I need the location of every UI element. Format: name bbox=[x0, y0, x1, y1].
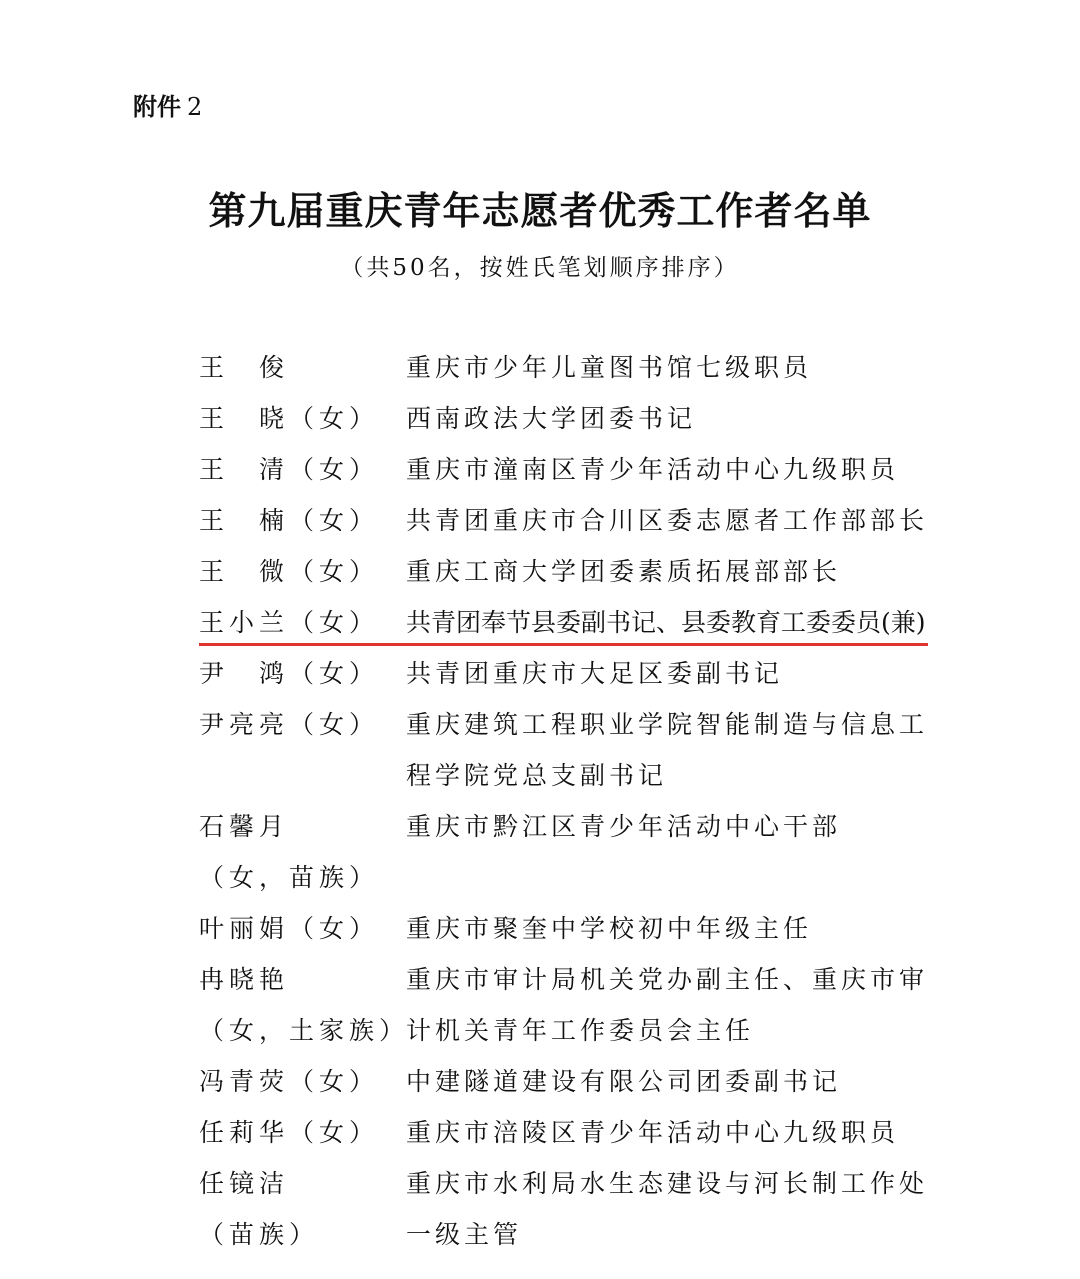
list-row-continuation bbox=[0, 1005, 1080, 1056]
attachment-label bbox=[133, 90, 202, 124]
person-name: 任镜洁 bbox=[199, 1169, 290, 1198]
list-row bbox=[0, 1056, 1080, 1107]
person-unit: 重庆市审计局机关党办副主任、重庆市审 bbox=[406, 965, 929, 994]
list-row bbox=[0, 699, 1080, 750]
list-row bbox=[0, 648, 1080, 699]
list-row-continuation bbox=[0, 852, 1080, 903]
document-title: 第九届重庆青年志愿者优秀工作者名单 bbox=[208, 189, 872, 233]
list-row bbox=[0, 495, 1080, 546]
volunteer-list bbox=[0, 342, 1080, 1260]
document-subtitle: （共50名，按姓氏笔划顺序排序） bbox=[340, 255, 740, 281]
person-unit: 一级主管 bbox=[406, 1220, 523, 1249]
person-unit: 计机关青年工作委员会主任 bbox=[406, 1016, 755, 1045]
person-name: 王 晓（女） bbox=[199, 404, 380, 433]
attachment-number: 2 bbox=[187, 93, 203, 121]
person-unit: 重庆市潼南区青少年活动中心九级职员 bbox=[406, 455, 900, 484]
person-unit: 西南政法大学团委书记 bbox=[406, 404, 697, 433]
highlight-underline bbox=[199, 643, 928, 646]
person-name: 石馨月 bbox=[199, 812, 290, 841]
person-name: 王小兰（女） bbox=[199, 608, 380, 637]
person-name: （苗族） bbox=[199, 1220, 320, 1249]
person-name: 王 楠（女） bbox=[199, 506, 380, 535]
attachment-text: 附件 bbox=[133, 93, 181, 121]
person-name: （女，土家族） bbox=[199, 1016, 410, 1045]
person-unit: 重庆建筑工程职业学院智能制造与信息工 bbox=[406, 710, 929, 739]
person-name: 王 俊 bbox=[199, 353, 290, 382]
person-unit: 共青团奉节县委副书记、县委教育工委委员(兼) bbox=[406, 608, 926, 637]
person-unit: 中建隧道建设有限公司团委副书记 bbox=[406, 1067, 842, 1096]
list-row bbox=[0, 546, 1080, 597]
person-name: 冯青荧（女） bbox=[199, 1067, 380, 1096]
person-name: （女，苗族） bbox=[199, 863, 380, 892]
person-name: 任莉华（女） bbox=[199, 1118, 380, 1147]
person-unit: 共青团重庆市合川区委志愿者工作部部长 bbox=[406, 506, 929, 535]
list-row-continuation bbox=[0, 750, 1080, 801]
person-unit: 重庆市少年儿童图书馆七级职员 bbox=[406, 353, 813, 382]
list-row bbox=[0, 954, 1080, 1005]
person-unit: 重庆工商大学团委素质拓展部部长 bbox=[406, 557, 842, 586]
person-unit: 共青团重庆市大足区委副书记 bbox=[406, 659, 784, 688]
list-row bbox=[0, 393, 1080, 444]
person-unit: 重庆市水利局水生态建设与河长制工作处 bbox=[406, 1169, 929, 1198]
list-row bbox=[0, 801, 1080, 852]
person-name: 尹亮亮（女） bbox=[199, 710, 380, 739]
list-row bbox=[0, 444, 1080, 495]
person-name: 冉晓艳 bbox=[199, 965, 290, 994]
person-unit: 重庆市聚奎中学校初中年级主任 bbox=[406, 914, 813, 943]
person-unit: 程学院党总支副书记 bbox=[406, 761, 668, 790]
list-row bbox=[0, 903, 1080, 954]
person-unit: 重庆市黔江区青少年活动中心干部 bbox=[406, 812, 842, 841]
list-row bbox=[0, 1107, 1080, 1158]
list-row-highlighted bbox=[0, 597, 1080, 648]
person-name: 王 清（女） bbox=[199, 455, 380, 484]
list-row bbox=[0, 1158, 1080, 1209]
list-row bbox=[0, 342, 1080, 393]
person-name: 尹 鸿（女） bbox=[199, 659, 380, 688]
person-name: 王 微（女） bbox=[199, 557, 380, 586]
list-row-continuation bbox=[0, 1209, 1080, 1260]
person-name: 叶丽娟（女） bbox=[199, 914, 380, 943]
person-unit: 重庆市涪陵区青少年活动中心九级职员 bbox=[406, 1118, 900, 1147]
